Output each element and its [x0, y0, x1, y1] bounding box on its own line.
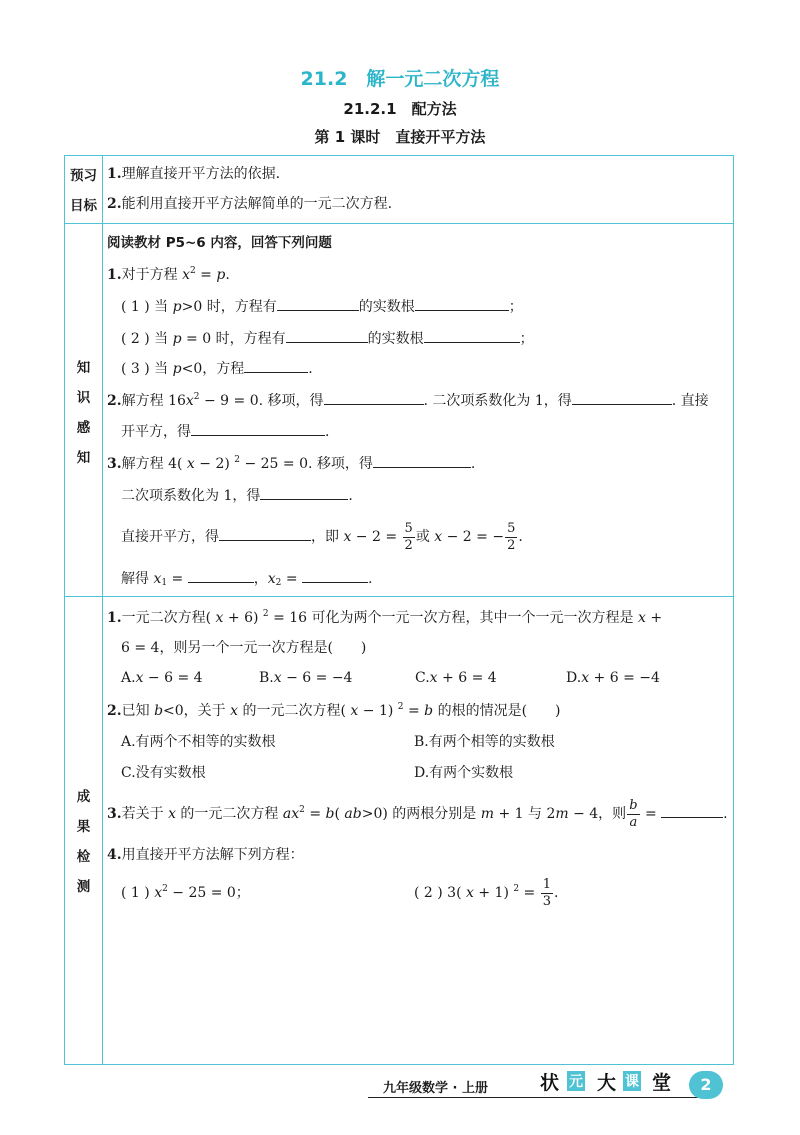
test-q2: 2.已知 b<0，关于 x 的一元二次方程( x − 1) $^2$ = b 的根的情况是( ) [107, 702, 561, 719]
test-q1-option-b[interactable]: B.x − 6 = −4 [259, 670, 353, 686]
test-q4: 4.用直接开平方法解下列方程： [107, 847, 304, 863]
knowledge-q2: 2.解方程 $16x^2 - 9 = 0$. 移项，得 . 二次项系数化为 1，得 . 直接 [107, 392, 709, 409]
preview-goal-2: 2.能利用直接开平方法解简单的一元二次方程. [107, 196, 393, 212]
answer-blank[interactable] [219, 526, 311, 541]
answer-blank[interactable] [302, 568, 368, 583]
knowledge-q3-result: 解得 $x_1$ = ，$x_2$ = . [121, 568, 372, 589]
preview-goal-1: 1.理解直接开平方法的依据. [107, 166, 281, 182]
test-q1-option-c[interactable]: C.x + 6 = 4 [415, 670, 497, 686]
knowledge-q1-part2: ( 2 ) 当 p = 0 时，方程有 的实数根 ； [121, 328, 534, 349]
test-q1-cont: 6 = 4，则另一个一元一次方程是( ) [121, 640, 367, 656]
knowledge-q1-part3: ( 3 ) 当 p<0，方程 . [121, 358, 313, 379]
brand-char-4: 课 [623, 1071, 641, 1091]
knowledge-q3-step2: 二次项系数化为 1，得 . [121, 485, 353, 506]
brand-char-1: 状 [540, 1072, 560, 1094]
knowledge-label-4: 知 [76, 450, 91, 466]
page-number: 2 [689, 1071, 723, 1099]
test-q2-option-c[interactable]: C.没有实数根 [121, 765, 206, 781]
answer-blank[interactable] [424, 328, 520, 343]
answer-blank[interactable] [373, 453, 471, 468]
test-label-3: 检 [76, 849, 91, 865]
answer-blank[interactable] [286, 328, 368, 343]
answer-blank[interactable] [244, 358, 308, 373]
answer-blank[interactable] [191, 421, 325, 436]
preview-label-2: 目标 [70, 198, 97, 214]
knowledge-q2-cont: 开平方，得 . [121, 421, 329, 442]
test-q4-part2: ( 2 ) 3( x + 1) $^2$ = $\frac{1}{3}$ . [414, 876, 559, 909]
fraction: $\frac{5}{2}$ [404, 520, 413, 553]
fraction: $\frac{b}{a}$ [629, 797, 638, 830]
test-q1-option-a[interactable]: A.x − 6 = 4 [121, 670, 203, 686]
answer-blank[interactable] [260, 485, 348, 500]
knowledge-label-3: 感 [76, 420, 91, 436]
knowledge-q1: 1.对于方程 $x^2 = p$. [107, 266, 230, 283]
subsection-title: 21.2.1 配方法 [343, 100, 457, 118]
preview-label-1: 预习 [70, 168, 97, 184]
answer-blank[interactable] [415, 296, 509, 311]
test-q1-option-d[interactable]: D.x + 6 = −4 [566, 670, 660, 686]
worksheet-table [64, 155, 734, 1065]
test-label-4: 测 [76, 879, 91, 895]
knowledge-label-1: 知 [76, 360, 91, 376]
test-q2-option-a[interactable]: A.有两个不相等的实数根 [121, 734, 276, 750]
knowledge-label-2: 识 [76, 390, 91, 406]
knowledge-q3: 3.解方程 4( x − 2) $^2$ − 25 = 0. 移项，得 . [107, 455, 476, 472]
answer-blank[interactable] [572, 390, 672, 405]
lesson-title: 第 1 课时 直接开平方法 [314, 128, 486, 146]
footer-rule [368, 1097, 698, 1098]
answer-blank[interactable] [324, 390, 424, 405]
label-column-divider [102, 156, 103, 1064]
test-q4-part1: ( 1 ) $x^2 - 25 = 0$； [121, 884, 250, 901]
section-title: 21.2 解一元二次方程 [300, 68, 500, 90]
knowledge-intro: 阅读教材 P5~6 内容，回答下列问题 [107, 235, 332, 251]
fraction: $\frac{5}{2}$ [507, 520, 516, 553]
answer-blank[interactable] [277, 296, 359, 311]
knowledge-q3-step3: 直接开平方，得 ，即 x − 2 = $\frac{5}{2}$ 或 x − 2 = − $\frac{5}{2}$ . [121, 520, 523, 553]
book-title: 九年级数学 · 上册 [383, 1081, 488, 1096]
brand-char-3: 大 [597, 1072, 617, 1094]
test-q1: 1.一元二次方程( x + 6) $^2$ = 16 可化为两个一元一次方程，其中一个一元一次方程是 x + [107, 609, 663, 626]
test-label-2: 果 [76, 819, 91, 835]
answer-blank[interactable] [661, 803, 723, 818]
test-label-1: 成 [76, 789, 91, 805]
test-q2-option-d[interactable]: D.有两个实数根 [414, 765, 514, 781]
fraction: $\frac{1}{3}$ [542, 876, 552, 909]
test-q3: 3.若关于 x 的一元二次方程 $ax^2 = b$( ab>0) 的两根分别是 m + 1 与 2m − 4，则 $\frac{b}{a}$ = . [107, 797, 728, 830]
row-divider-2 [65, 596, 733, 597]
knowledge-q1-part1: ( 1 ) 当 p>0 时，方程有 的实数根 ； [121, 296, 523, 317]
test-q2-option-b[interactable]: B.有两个相等的实数根 [414, 734, 555, 750]
row-divider-1 [65, 223, 733, 224]
brand-char-5: 堂 [652, 1072, 672, 1094]
brand-char-2: 元 [567, 1071, 585, 1091]
answer-blank[interactable] [188, 568, 254, 583]
